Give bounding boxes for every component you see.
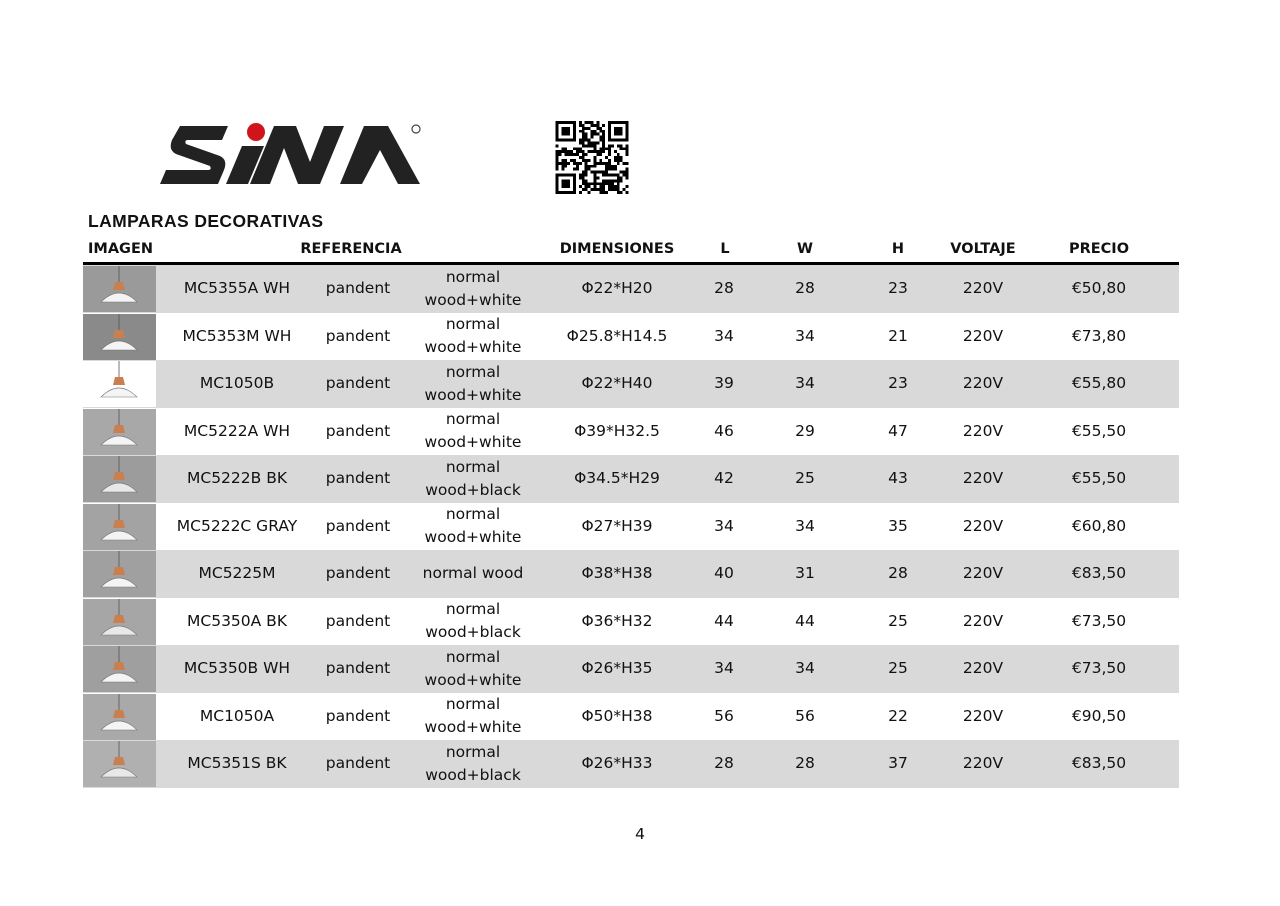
width-cell: 28 (795, 754, 815, 773)
product-thumbnail (83, 409, 156, 455)
header-voltage: VOLTAJE (950, 241, 1016, 257)
header-h: H (891, 241, 905, 257)
dimensions-cell: Φ34.5*H29 (574, 469, 660, 488)
finish-line: normal (445, 505, 501, 524)
voltage-cell: 220V (962, 469, 1004, 488)
price-cell: €90,50 (1071, 706, 1127, 725)
finish-cell (425, 455, 521, 503)
finish-line: normal (445, 267, 501, 286)
length-cell: 46 (714, 421, 734, 440)
length-cell: 44 (714, 611, 734, 630)
voltage-cell: 220V (962, 516, 1004, 535)
reference-cell: MC1050B (199, 374, 275, 393)
header-reference: REFERENCIA (300, 241, 402, 257)
finish-cell (425, 313, 522, 361)
type-cell: pandent (325, 754, 391, 773)
length-cell: 42 (714, 469, 734, 488)
dimensions-cell: Φ39*H32.5 (574, 421, 660, 440)
price-cell: €83,50 (1071, 754, 1127, 773)
height-cell: 25 (888, 659, 908, 678)
finish-cell (425, 693, 522, 741)
table-row (83, 598, 1179, 646)
reference-cell: MC5350A BK (187, 611, 287, 630)
voltage-cell: 220V (962, 421, 1004, 440)
finish-line: wood+black (425, 765, 521, 784)
product-thumbnail (83, 694, 156, 740)
length-cell: 34 (714, 659, 734, 678)
height-cell: 22 (888, 706, 908, 725)
height-cell: 25 (888, 611, 908, 630)
finish-line: wood+black (425, 480, 521, 499)
width-cell: 25 (795, 469, 815, 488)
width-cell: 34 (795, 516, 815, 535)
height-cell: 47 (888, 421, 908, 440)
length-cell: 28 (714, 279, 734, 298)
finish-line: normal (445, 600, 501, 619)
page-number: 4 (635, 825, 645, 843)
product-table (83, 265, 1179, 788)
finish-line: wood+white (424, 718, 522, 737)
dimensions-cell: Φ36*H32 (581, 611, 653, 630)
price-cell: €60,80 (1071, 516, 1127, 535)
voltage-cell: 220V (962, 706, 1004, 725)
table-row (83, 455, 1179, 503)
finish-cell (423, 550, 524, 598)
table-row (83, 693, 1179, 741)
table-row (83, 360, 1179, 408)
price-cell: €73,80 (1071, 326, 1127, 345)
voltage-cell: 220V (962, 564, 1004, 583)
sina-logo (158, 122, 423, 188)
finish-line: wood+white (424, 385, 522, 404)
reference-cell: MC5222B BK (186, 469, 288, 488)
length-cell: 56 (714, 706, 734, 725)
finish-line: normal (445, 362, 501, 381)
header-image: IMAGEN (88, 241, 153, 257)
table-row (83, 265, 1179, 313)
finish-cell (425, 360, 522, 408)
header-dimensions: DIMENSIONES (559, 241, 675, 257)
finish-line: wood+white (424, 338, 522, 357)
price-cell: €73,50 (1071, 611, 1127, 630)
reference-cell: MC5225M (198, 564, 276, 583)
reference-cell: MC5222A WH (183, 421, 291, 440)
product-thumbnail (83, 314, 156, 360)
voltage-cell: 220V (962, 326, 1004, 345)
price-cell: €73,50 (1071, 659, 1127, 678)
dimensions-cell: Φ50*H38 (581, 706, 653, 725)
finish-line: wood+white (424, 433, 522, 452)
width-cell: 44 (795, 611, 815, 630)
voltage-cell: 220V (962, 374, 1004, 393)
product-thumbnail (83, 646, 156, 692)
width-cell: 31 (795, 564, 815, 583)
dimensions-cell: Φ22*H20 (581, 279, 653, 298)
type-cell: pandent (325, 611, 391, 630)
header-l: L (720, 241, 730, 257)
width-cell: 29 (795, 421, 815, 440)
product-thumbnail (83, 266, 156, 312)
finish-cell (425, 740, 521, 788)
length-cell: 40 (714, 564, 734, 583)
finish-line: normal (445, 647, 501, 666)
finish-line: normal wood (422, 564, 524, 583)
finish-line: wood+black (425, 623, 521, 642)
table-row (83, 645, 1179, 693)
finish-line: wood+white (424, 528, 522, 547)
reference-cell: MC5350B WH (183, 659, 291, 678)
table-row (83, 550, 1179, 598)
height-cell: 23 (888, 374, 908, 393)
type-cell: pandent (325, 421, 391, 440)
price-cell: €55,80 (1071, 374, 1127, 393)
finish-line: normal (445, 315, 501, 334)
finish-cell (425, 598, 521, 646)
type-cell: pandent (325, 374, 391, 393)
height-cell: 21 (888, 326, 908, 345)
length-cell: 28 (714, 754, 734, 773)
product-thumbnail (83, 504, 156, 550)
table-row (83, 503, 1179, 551)
dimensions-cell: Φ38*H38 (581, 564, 653, 583)
price-cell: €55,50 (1071, 421, 1127, 440)
product-thumbnail (83, 361, 156, 407)
product-thumbnail (83, 551, 156, 597)
dimensions-cell: Φ26*H33 (581, 754, 653, 773)
product-thumbnail (83, 456, 156, 502)
dimensions-cell: Φ22*H40 (581, 374, 653, 393)
product-thumbnail (83, 599, 156, 645)
price-cell: €55,50 (1071, 469, 1127, 488)
finish-line: normal (445, 742, 501, 761)
length-cell: 34 (714, 326, 734, 345)
section-title: LAMPARAS DECORATIVAS (88, 211, 324, 231)
reference-cell: MC5355A WH (183, 279, 291, 298)
reference-cell: MC1050A (199, 706, 275, 725)
type-cell: pandent (325, 516, 391, 535)
dimensions-cell: Φ26*H35 (581, 659, 653, 678)
width-cell: 34 (795, 659, 815, 678)
type-cell: pandent (325, 564, 391, 583)
height-cell: 43 (888, 469, 908, 488)
type-cell: pandent (325, 706, 391, 725)
voltage-cell: 220V (962, 659, 1004, 678)
finish-cell (425, 265, 522, 313)
height-cell: 35 (888, 516, 908, 535)
header-w: W (797, 241, 813, 257)
width-cell: 34 (795, 374, 815, 393)
finish-cell (425, 645, 522, 693)
voltage-cell: 220V (962, 754, 1004, 773)
voltage-cell: 220V (962, 279, 1004, 298)
finish-line: normal (445, 695, 501, 714)
reference-cell: MC5351S BK (187, 754, 287, 773)
voltage-cell: 220V (962, 611, 1004, 630)
height-cell: 37 (888, 754, 908, 773)
width-cell: 28 (795, 279, 815, 298)
price-cell: €83,50 (1071, 564, 1127, 583)
reference-cell: MC5353M WH (182, 326, 292, 345)
finish-cell (425, 503, 522, 551)
length-cell: 39 (714, 374, 734, 393)
table-row (83, 408, 1179, 456)
type-cell: pandent (325, 659, 391, 678)
product-thumbnail (83, 741, 156, 787)
dimensions-cell: Φ25.8*H14.5 (566, 326, 668, 345)
width-cell: 34 (795, 326, 815, 345)
height-cell: 23 (888, 279, 908, 298)
height-cell: 28 (888, 564, 908, 583)
qr-code[interactable] (554, 121, 630, 194)
table-row (83, 313, 1179, 361)
type-cell: pandent (325, 279, 391, 298)
table-row (83, 740, 1179, 788)
width-cell: 56 (795, 706, 815, 725)
header-price: PRECIO (1068, 241, 1130, 257)
finish-line: wood+white (424, 670, 522, 689)
type-cell: pandent (325, 469, 391, 488)
type-cell: pandent (325, 326, 391, 345)
dimensions-cell: Φ27*H39 (581, 516, 653, 535)
reference-cell: MC5222C GRAY (176, 516, 298, 535)
finish-line: normal (445, 457, 501, 476)
price-cell: €50,80 (1071, 279, 1127, 298)
finish-line: wood+white (424, 290, 522, 309)
length-cell: 34 (714, 516, 734, 535)
finish-line: normal (445, 410, 501, 429)
finish-cell (425, 408, 522, 456)
